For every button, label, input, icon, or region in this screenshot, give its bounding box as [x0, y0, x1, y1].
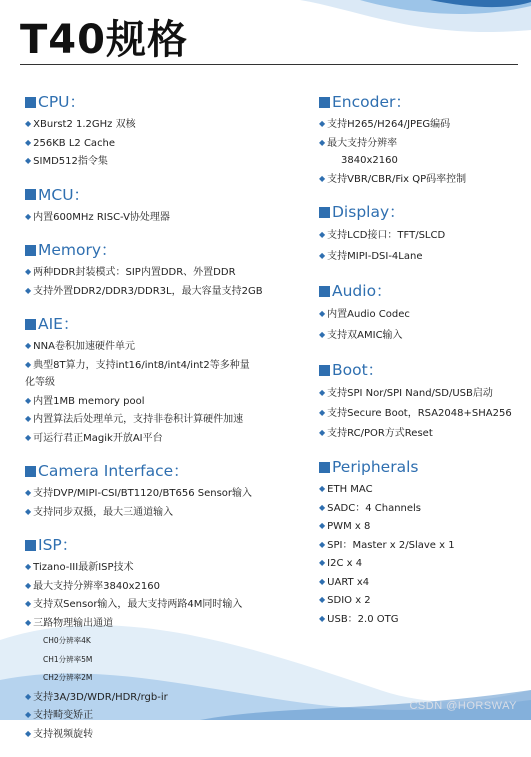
audio-section — [319, 281, 524, 346]
list-item: ◆ USB：2.0 OTG — [319, 610, 524, 629]
diamond-bullet-icon: ◆ — [319, 576, 326, 586]
list-item: ◆ 支持双Sensor输入，最大支持两路4M同时输入 — [25, 595, 295, 614]
diamond-bullet-icon: ◆ — [319, 251, 326, 260]
diamond-bullet-icon: ◆ — [319, 595, 326, 604]
camera-section — [25, 461, 295, 521]
diamond-bullet-icon: ◆ — [319, 408, 326, 417]
boot-heading: Boot： — [319, 360, 524, 380]
list-item: ◆ 三路物理输出通道 — [25, 614, 295, 633]
list-item: ◆ Tizano-III最新ISP技术 — [25, 558, 295, 577]
list-item: ◆ 内置Audio Codec — [319, 304, 524, 325]
diamond-bullet-icon: ◆ — [319, 230, 326, 239]
diamond-bullet-icon: ◆ — [25, 119, 32, 128]
square-bullet-icon — [25, 97, 36, 108]
diamond-bullet-icon: ◆ — [319, 502, 326, 512]
square-bullet-icon — [25, 319, 36, 330]
list-item: ◆ 典型8T算力，支持int16/int8/int4/int2等多种量 — [25, 356, 295, 375]
diamond-bullet-icon: ◆ — [319, 539, 326, 549]
diamond-bullet-icon: ◆ — [319, 388, 326, 397]
list-item: ◆ ETH MAC — [319, 480, 524, 499]
diamond-bullet-icon: ◆ — [25, 156, 32, 165]
list-item: ◆ SDIO x 2 — [319, 591, 524, 610]
list-item: ◆ 可运行君正Magik开放AI平台 — [25, 429, 295, 448]
diamond-bullet-icon: ◆ — [25, 488, 32, 497]
square-bullet-icon — [319, 97, 330, 108]
diamond-bullet-icon: ◆ — [319, 309, 326, 318]
list-item-wrap: 化等级 — [25, 377, 55, 388]
audio-heading: Audio： — [319, 281, 524, 301]
list-item: ◆ 支持畸变矫正 — [25, 706, 295, 725]
display-heading: Display： — [319, 202, 524, 222]
display-section — [319, 202, 524, 267]
diamond-bullet-icon: ◆ — [25, 285, 32, 295]
diamond-bullet-icon: ◆ — [25, 562, 32, 571]
square-bullet-icon — [25, 540, 36, 551]
boot-section — [319, 360, 524, 443]
diamond-bullet-icon: ◆ — [319, 428, 326, 437]
list-item: ◆ 256KB L2 Cache — [25, 134, 295, 153]
list-item: ◆ XBurst2 1.2GHz 双核 — [25, 115, 295, 134]
square-bullet-icon — [25, 466, 36, 477]
list-item: ◆ 支持双AMIC输入 — [319, 325, 524, 346]
list-item: ◆ 支持3A/3D/WDR/HDR/rgb-ir — [25, 688, 295, 707]
memory-section — [25, 240, 295, 300]
list-item: ◆ 内置1MB memory pool — [25, 392, 295, 411]
peripherals-heading: Peripherals — [319, 457, 524, 477]
channel-item: CH2分辨率2M — [43, 673, 93, 682]
square-bullet-icon — [319, 286, 330, 297]
list-item: ◆ 支持H265/H264/JPEG编码 — [319, 115, 524, 134]
list-item: ◆ 最大支持分辨率 — [319, 134, 524, 153]
isp-section — [25, 535, 295, 743]
diamond-bullet-icon: ◆ — [25, 359, 32, 369]
diamond-bullet-icon: ◆ — [25, 691, 32, 701]
list-item: ◆ SIMD512指令集 — [25, 152, 295, 171]
list-item: ◆ 支持LCD接口：TFT/SLCD — [319, 225, 524, 246]
list-item: ◆ 最大支持分辨率3840x2160 — [25, 577, 295, 596]
watermark: CSDN @HORSWAY — [409, 700, 517, 712]
diamond-bullet-icon: ◆ — [319, 484, 326, 493]
diamond-bullet-icon: ◆ — [25, 506, 32, 516]
diamond-bullet-icon: ◆ — [25, 211, 32, 221]
diamond-bullet-icon: ◆ — [25, 414, 32, 423]
list-item: ◆ 支持外置DDR2/DDR3/DDR3L，最大容量支持2GB — [25, 282, 295, 301]
list-item: ◆ 支持MIPI-DSI-4Lane — [319, 246, 524, 267]
encoder-section — [319, 92, 524, 188]
square-bullet-icon — [25, 245, 36, 256]
peripherals-section — [319, 457, 524, 628]
cpu-heading: CPU： — [25, 92, 295, 112]
encoder-resolution: 3840x2160 — [341, 155, 398, 166]
camera-heading: Camera Interface： — [25, 461, 295, 481]
diamond-bullet-icon: ◆ — [319, 613, 326, 623]
diamond-bullet-icon: ◆ — [319, 173, 326, 183]
list-item: ◆ 支持同步双摄，最大三通道输入 — [25, 503, 295, 522]
diamond-bullet-icon: ◆ — [25, 341, 32, 350]
diamond-bullet-icon: ◆ — [25, 137, 32, 147]
list-item: ◆ SPI：Master x 2/Slave x 1 — [319, 536, 524, 555]
memory-heading: Memory： — [25, 240, 295, 260]
title-divider — [20, 64, 518, 65]
square-bullet-icon — [319, 207, 330, 218]
diamond-bullet-icon: ◆ — [25, 395, 32, 405]
list-item: ◆ PWM x 8 — [319, 517, 524, 536]
list-item: ◆ 支持SPI Nor/SPI Nand/SD/USB启动 — [319, 383, 524, 403]
aie-heading: AIE： — [25, 314, 295, 334]
diamond-bullet-icon: ◆ — [319, 137, 326, 147]
right-column — [319, 92, 524, 642]
diamond-bullet-icon: ◆ — [319, 330, 326, 339]
square-bullet-icon — [319, 462, 330, 473]
aie-section — [25, 314, 295, 447]
left-column — [25, 92, 295, 757]
list-item: ◆ UART x4 — [319, 573, 524, 592]
diamond-bullet-icon: ◆ — [25, 580, 32, 590]
list-item: ◆ NNA卷积加速硬件单元 — [25, 337, 295, 356]
diamond-bullet-icon: ◆ — [25, 599, 32, 608]
diamond-bullet-icon: ◆ — [319, 119, 326, 128]
square-bullet-icon — [319, 365, 330, 376]
square-bullet-icon — [25, 189, 36, 200]
isp-heading: ISP： — [25, 535, 295, 555]
diamond-bullet-icon: ◆ — [25, 617, 32, 627]
list-item: ◆ 支持Secure Boot，RSA2048+SHA256 — [319, 403, 524, 423]
diamond-bullet-icon: ◆ — [319, 521, 326, 530]
list-item: ◆ 内置600MHz RISC-V协处理器 — [25, 208, 295, 227]
list-item: ◆ I2C x 4 — [319, 554, 524, 573]
list-item: ◆ 支持DVP/MIPI-CSI/BT1120/BT656 Sensor输入 — [25, 484, 295, 503]
diamond-bullet-icon: ◆ — [25, 728, 32, 738]
channel-item: CH1分辨率5M — [43, 654, 93, 664]
mcu-section — [25, 185, 295, 227]
list-item: ◆ 支持视频旋转 — [25, 725, 295, 744]
list-item: ◆ 支持VBR/CBR/Fix QP码率控制 — [319, 170, 524, 189]
list-item: ◆ 两种DDR封装模式：SIP内置DDR、外置DDR — [25, 263, 295, 282]
cpu-section — [25, 92, 295, 171]
diamond-bullet-icon: ◆ — [25, 267, 32, 276]
diamond-bullet-icon: ◆ — [25, 432, 32, 442]
encoder-heading: Encoder： — [319, 92, 524, 112]
list-item: ◆ 内置算法后处理单元，支持非卷积计算硬件加速 — [25, 410, 295, 429]
mcu-heading: MCU： — [25, 185, 295, 205]
diamond-bullet-icon: ◆ — [25, 710, 32, 719]
channel-item: CH0分辨率4K — [43, 636, 91, 645]
diamond-bullet-icon: ◆ — [319, 558, 326, 567]
list-item: ◆ SADC：4 Channels — [319, 499, 524, 518]
list-item: ◆ 支持RC/POR方式Reset — [319, 423, 524, 443]
page-title: T40规格 — [20, 17, 188, 63]
